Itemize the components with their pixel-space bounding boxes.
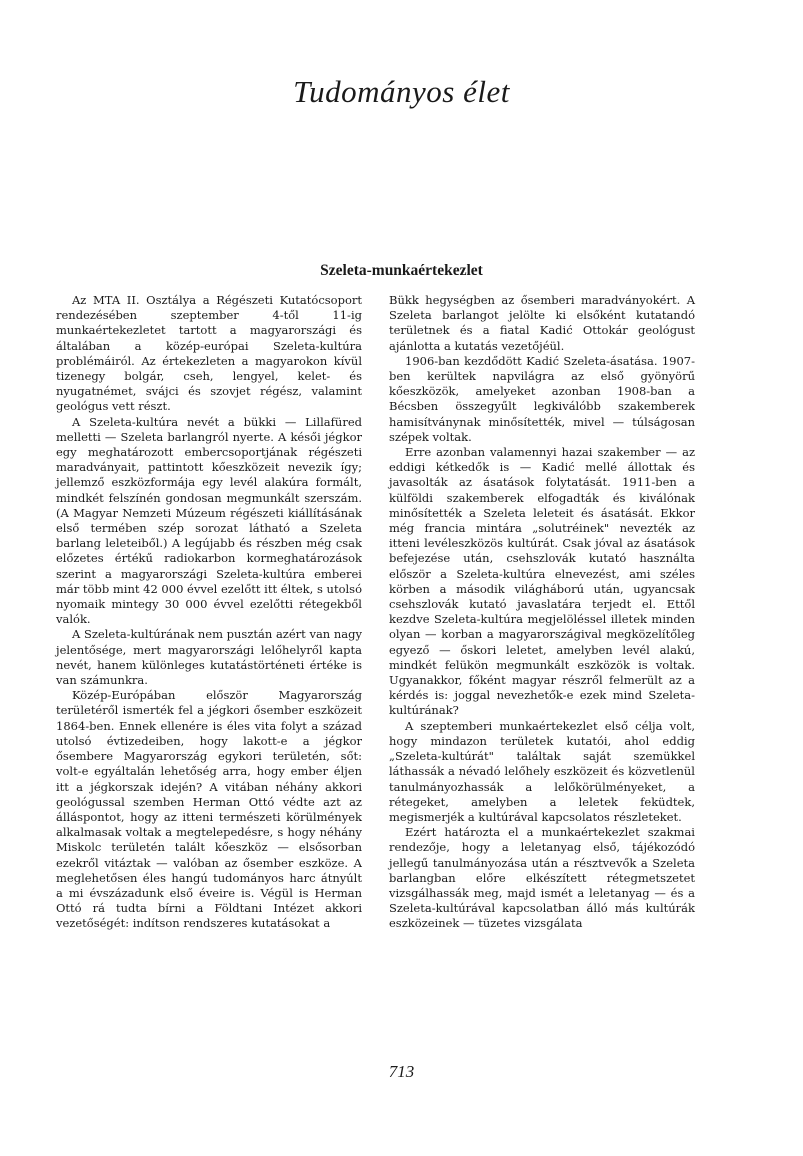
paragraph: Ezért határozta el a munkaértekezlet szakmai rendezője, hogy a leletanyag első, tájékozódó jellegű tanulmányozása után a résztvevők a Szeleta barlangban előre elkészített rétegmetszetet vizsgálhassák meg, majd ismét a leletanyag — és a Szeleta-kultúrával kapcsolatban álló más kultúrák eszközeinek — tüzetes vizsgálata [389,825,695,931]
paragraph: Az MTA II. Osztálya a Régészeti Kutatócsoport rendezésében szeptember 4-től 11-ig munkaértekezletet tartott a magyarországi és általában a közép-európai Szeleta-kultúra problémáiról. Az értekezleten a magyarokon kívül tizenegy bolgár, cseh, lengyel, kelet- és nyugatnémet, svájci és szovjet régész, valamint geológus vett részt. [56,293,362,414]
paragraph: 1906-ban kezdődött Kadić Szeleta-ásatása. 1907-ben kerültek napvilágra az első gyönyörű kőeszközök, amelyeket azonban 1908-ban a Bécsben összegyűlt legkiválóbb szakemberek hamisítványnak minősítették, mivel — túlságosan szépek voltak. [389,353,695,444]
paragraph: A Szeleta-kultúra nevét a bükki — Lillafüred melletti — Szeleta barlangról nyerte. A késői jégkor egy meghatározott embercsoportjának régészeti maradványait, pattintott kőeszközeit nevezik így; jellemző eszközformája egy levél alakúra formált, mindkét felszínén gondosan megmunkált szerszám. (A Magyar Nemzeti Múzeum régészeti kiállításának első termében szép sorozat látható a Szeleta barlang leleteiből.) A legújabb és részben még csak előzetes értékű radiokarbon kormeghatározások szerint a magyarországi Szeleta-kultúra emberei már több mint 42 000 évvel ezelőtt itt éltek, s utolsó nyomaik mintegy 30 000 évvel ezelőtti rétegekből valók. [56,414,362,627]
article-title: Szeleta-munkaértekezlet [320,262,483,279]
paragraph: A Szeleta-kultúrának nem pusztán azért van nagy jelentősége, mert magyarországi lelőhelyről kapta nevét, hanem különleges kutatástörténeti értéke is van számunkra. [56,627,362,688]
paragraph: Közép-Európában először Magyarország területéről ismerték fel a jégkori ősember eszközeit 1864-ben. Ennek ellenére is éles vita folyt a század utolsó évtizedeiben, hogy lakott-e a jégkor ősembere Magyarország egykori területén, sőt: volt-e egyáltalán lehetőség arra, hogy ember éljen itt a jégkorszak idején? A vitában néhány akkori geológussal szemben Herman Ottó védte azt az álláspontot, hogy az itteni természeti körülmények alkalmasak voltak a megtelepedésre, s hogy néhány Miskolc területén talált kőeszköz — elsősorban ezekről vitáztak — valóban az ősember eszköze. A meglehetősen éles hangú tudományos harc átnyúlt a mi évszázadunk első éveire is. Végül is Herman Ottó rá tudta bírni a Földtani Intézet akkori vezetőségét: indítson rendszeres kutatásokat a [56,688,362,931]
page-number: 713 [388,1062,415,1081]
left-column [56,293,362,932]
section-title: Tudományos élet [293,74,510,109]
paragraph: Erre azonban valamennyi hazai szakember — az eddigi kétkedők is — Kadić mellé állottak és javasolták az ásatások folytatását. 1911-ben a külföldi szakemberek elfogadták és kiválónak minősítették a Szeleta leleteit és ásatását. Ekkor még francia mintára „solutréinek" nevezték az itteni levéleszközös kultúrát. Csak jóval az ásatások befejezése után, csehszlovák kutató használta először a Szeleta-kultúra elnevezést, ami széles körben a második világháború után, ugyancsak csehszlovák kutató javaslatára terjedt el. Ettől kezdve Szeleta-kultúra megjelöléssel illetek minden olyan — korban a magyarországival megközelítőleg egyező — őskori leletet, amelyben levél alakú, mindkét felükön megmunkált eszközök is voltak. Ugyanakkor, főként magyar részről felmerült az a kérdés is: joggal nevezhetők-e ezek mind Szeleta-kultúrának? [389,445,695,718]
right-column [389,293,695,932]
paragraph: Bükk hegységben az ősemberi maradványokért. A Szeleta barlangot jelölte ki elsőként kutatandó területnek és a fiatal Kadić Ottokár geológust ajánlotta a kutatás vezetőjéül. [389,293,695,353]
paragraph: A szeptemberi munkaértekezlet első célja volt, hogy mindazon területek kutatói, ahol eddig „Szeleta-kultúrát" találtak saját szemükkel láthassák a névadó lelőhely eszközeit és közvetlenül tanulmányozhassák a lelőkörülményeket, a rétegeket, amelyben a leletek feküdtek, megismerjék a kultúrával kapcsolatos részleteket. [389,718,695,824]
